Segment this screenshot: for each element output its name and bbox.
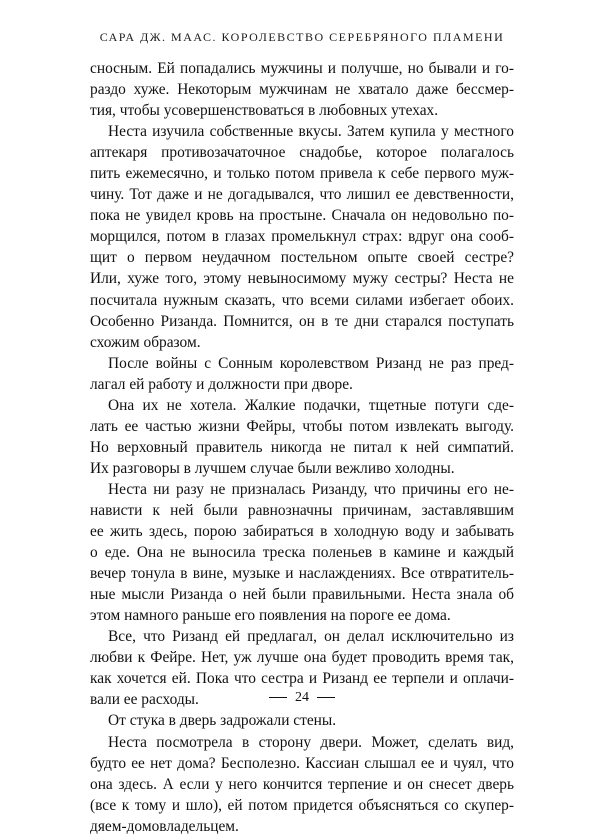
text-line: Неста посмотрела в сторону двери. Может, сделать вид, [108,733,514,751]
text-line: После войны с Сонным королевством Ризанд не раз пред- [108,354,514,372]
text-line: морщился, потом в глазах промелькнул страх: вдруг она сооб- [90,228,514,246]
text-line: щит о первом неудачном постельном опыте своей сестре? [90,249,514,267]
text-line: ее жить здесь, порою забираться в холодную воду и забывать [90,523,514,541]
text-line: раздо хуже. Некоторым мужчинам не хватало даже бессмер- [90,81,514,99]
text-line: чину. Тот даже и не догадывался, что лишил ее девственности, [90,186,514,204]
text-line: Но верховный правитель никогда не питал к ней симпатий. [90,438,514,456]
text-line: нависти к ней были равнозначны причинам, заставлявшим [90,501,514,519]
text-line: Она их не хотела. Жалкие подачки, тщетные потуги сде- [108,396,514,414]
text-line: будто ее нет дома? Бесполезно. Кассиан слышал ее и чуял, что [90,754,514,772]
text-line: этом намного раньше его появления на пороге ее дома. [90,607,451,625]
text-line: как хочется ей. Пока что сестра и Ризанд ее терпели и оплачи- [90,670,514,688]
text-line: Или, хуже того, этому невыносимому мужу сестры? Неста не [90,270,514,288]
text-line: любви к Фейре. Нет, уж лучше она будет проводить время так, [90,649,514,667]
text-line: Их разговоры в лучшем случае были вежливо холодны. [90,459,455,477]
text-line: посчитала нужным сказать, что всеми силами избегает обоих. [90,291,514,309]
text-line: схожим образом. [90,333,201,351]
folio-dash-left [269,697,287,698]
text-line: пить ежемесячно, и только потом привела к себе первого муж- [90,165,514,183]
text-line: От стука в дверь задрожали стены. [108,712,337,730]
text-line: о еде. Она не выносила треска поленьев в камине и каждый [90,544,514,562]
page-number-text: 24 [295,690,309,705]
text-line: Особенно Ризанда. Помнится, он в те дни старался поступать [90,312,514,330]
text-line: тия, чтобы усовершенствоваться в любовных утехах. [90,102,439,120]
running-header: САРА ДЖ. МААС. КОРОЛЕВСТВО СЕРЕБРЯНОГО ПЛАМЕНИ [99,30,505,44]
text-line: вали ее расходы. [90,691,199,709]
text-line: вечер тонула в вине, музыке и наслаждениях. Все отвратитель- [90,565,514,583]
text-line: лать ее частью жизни Фейры, чтобы потом извлекать выгоду. [90,417,514,435]
page-number [90,690,514,706]
text-line: Все, что Ризанд ей предлагал, он делал исключительно из [108,628,514,646]
text-line: аптекаря противозачаточное снадобье, которое полагалось [90,144,514,162]
text-line: она здесь. А если у него кончится терпение и он снесет дверь [90,775,514,793]
text-line: (все к тому и шло), ей потом придется объясняться со скупер- [90,796,514,814]
text-line: Неста изучила собственные вкусы. Затем купила у местного [108,123,514,141]
body-text [90,58,514,837]
text-line: сносным. Ей попадались мужчины и получше, но бывали и го- [90,60,514,77]
text-line: Неста ни разу не призналась Ризанду, что причины его не- [108,480,514,498]
text-line: ные мысли Ризанда о ней были правильными. Неста знала об [90,586,514,604]
folio-dash-right [317,697,335,698]
text-line: лагал ей работу и должности при дворе. [90,375,353,393]
text-line: пока не увидел кровь на простыне. Сначала он недовольно по- [90,207,514,225]
text-line: дяем-домовладельцем. [90,817,239,835]
